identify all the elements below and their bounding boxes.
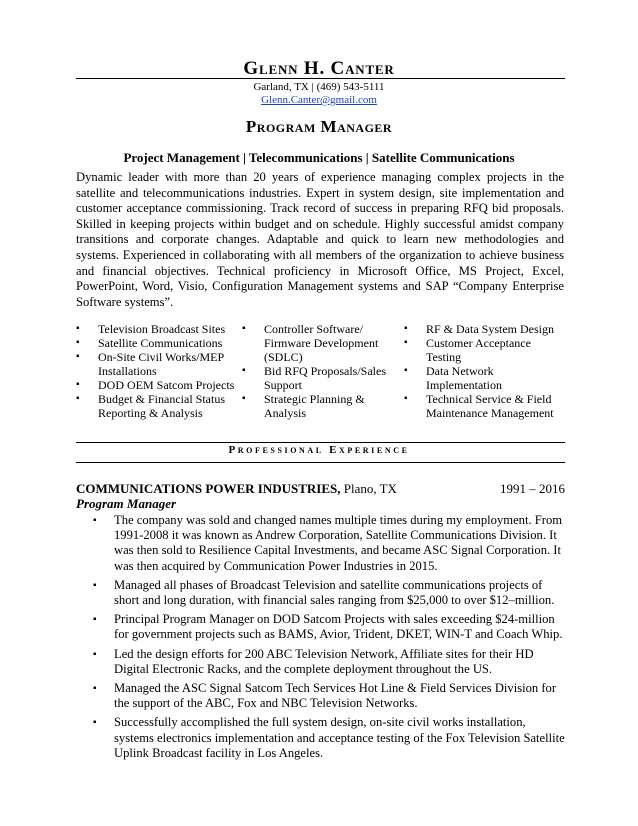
section-rule-bottom: [76, 462, 565, 463]
header-divider: [76, 78, 565, 79]
duty-item: ▪ Managed all phases of Broadcast Television and satellite communications projects of short and long duration, with financial sales ranging from $25,000 to over $12–million.: [90, 578, 566, 608]
section-rule-top: [76, 442, 565, 443]
duty-item: ▪ Led the design efforts for 200 ABC Television Network, Affiliate sites for their HD Digital Electronic Racks, and the complete deployment throughout the US.: [90, 647, 566, 677]
company-location: Plano, TX: [340, 481, 397, 496]
duty-item: ▪ Successfully accomplished the full system design, on-site civil works installation, systems electronics implementation and acceptance testing of the Fox Television Satellite Uplink Broadcast facility in Los Angeles.: [90, 715, 566, 761]
skills-column-1: [76, 322, 236, 420]
employment-dates: 1991 – 2016: [500, 481, 565, 496]
location-phone: Garland, TX | (469) 543-5111: [253, 81, 385, 93]
skills-column-3: [404, 322, 566, 420]
duty-item: ▪ Managed the ASC Signal Satcom Tech Services Hot Line & Field Services Division for the support of the ABC, Fox and NBC Television Networks.: [90, 681, 566, 711]
skill-item: ▪ Data Network Implementation: [404, 364, 566, 392]
skill-item: ▪ Budget & Financial Status Reporting & Analysis: [76, 392, 236, 420]
skill-item: ▪ RF & Data System Design: [404, 322, 566, 336]
skills-grid: [76, 322, 566, 422]
duty-item: ▪ The company was sold and changed names multiple times during my employment. From 1991-2008 it was known as Andrew Corporation, Satellite Communications Division. It was then sold to Resilience Capital Investments, and became ASC Signal Corporation. It was then acquired by Communication Power Industries in 2015.: [90, 513, 566, 574]
company-name: COMMUNICATIONS POWER INDUSTRIES,: [76, 481, 341, 496]
skill-item: ▪ Controller Software/ Firmware Development (SDLC): [242, 322, 402, 364]
section-heading-experience: Professional Experience: [228, 444, 410, 456]
skills-column-2: [242, 322, 402, 420]
specialties-line: Project Management | Telecommunications | Satellite Communications: [123, 150, 515, 165]
skill-item: ▪ Satellite Communications: [76, 336, 236, 350]
job-title-heading: Program Manager: [245, 117, 393, 136]
skill-item: ▪ Customer Acceptance Testing: [404, 336, 566, 364]
candidate-name: Glenn H. Canter: [243, 58, 395, 79]
duty-item: ▪ Principal Program Manager on DOD Satcom Projects with sales exceeding $24-million for government projects such as BAMS, Avior, Trident, DKET, WIN-T and Coach Whip.: [90, 612, 566, 642]
skill-item: ▪ Strategic Planning & Analysis: [242, 392, 402, 420]
skill-item: ▪ Television Broadcast Sites: [76, 322, 236, 336]
email-line: [0, 94, 638, 106]
skill-item: ▪ Bid RFQ Proposals/Sales Support: [242, 364, 402, 392]
email-link[interactable]: Glenn.Canter@gmail.com: [261, 94, 377, 106]
skill-item: ▪ DOD OEM Satcom Projects: [76, 378, 236, 392]
skill-item: ▪ On-Site Civil Works/MEP Installations: [76, 350, 236, 378]
job-role: Program Manager: [76, 496, 177, 511]
job-duties-list: [90, 513, 566, 765]
skill-item: ▪ Technical Service & Field Maintenance Management: [404, 392, 566, 420]
summary-paragraph: Dynamic leader with more than 20 years of experience managing complex projects in the satellite and telecommunications industries. Expert in system design, site implementation and customer acceptance commissioning. Track record of success in preparing RFQ bid proposals. Skilled in keeping projects within budget and on schedule. Highly successful amidst company transitions and corporate changes. Adaptable and quick to learn new methodologies and systems. Experienced in collaborating with all members of the organization to achieve business and financial objectives. Technical proficiency in Microsoft Office, MS Project, Excel, PowerPoint, Word, Visio, Configuration Management systems and SAP “Company Enterprise Software systems”.: [76, 170, 564, 309]
